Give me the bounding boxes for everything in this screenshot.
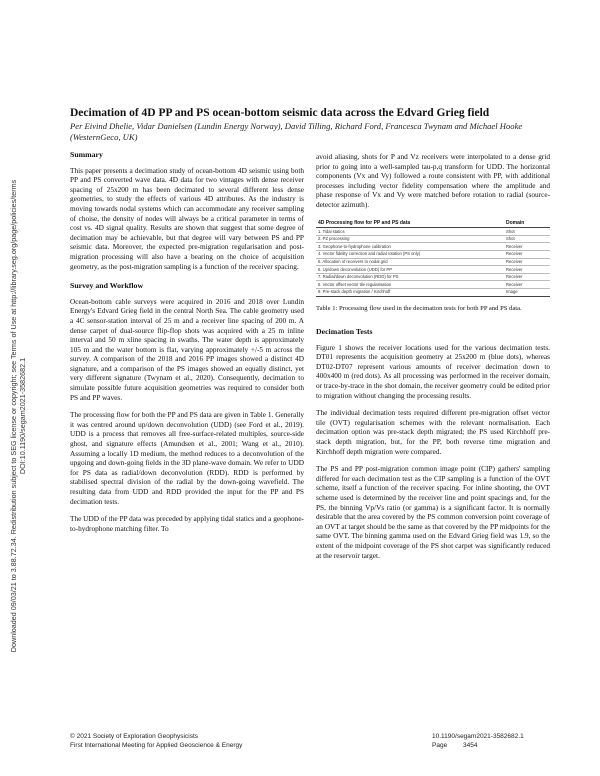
- right-column: [316, 152, 550, 568]
- decimation-heading: Decimation Tests: [316, 327, 373, 337]
- table-cell-domain: Shot: [504, 235, 550, 243]
- table-row: [316, 250, 550, 258]
- survey-paragraph-3: The UDD of the PP data was preceded by applying tidal statics and a geophone-to-hydrophone matching filter. To: [70, 514, 304, 533]
- table-cell-step: 5. Allocation of receivers to nodal grid: [316, 258, 504, 266]
- table-cell-step: 7. Radial/down deconvolution (RDD) for PS: [316, 273, 504, 281]
- table-cell-domain: Image: [504, 288, 550, 296]
- paper-authors: Per Eivind Dhelie, Vidar Danielsen (Lundin Energy Norway), David Tilling, Richard Ford, Francesca Twynam and Michael Hooke (WesternGeco, UK): [70, 121, 523, 142]
- table-cell-step: 1. Tidal statics: [316, 228, 504, 236]
- table-row: [316, 228, 550, 236]
- left-column: [70, 150, 304, 541]
- intro-paragraph: avoid aliasing, shots for P and Vz receivers were interpolated to a dense grid prior to going into a well-sampled tau-p,q transform for UDD. The horizontal components (Vx and Vy) followed a route consistent with PP, with additional processes including vector fidelity compensation where the amplitude and phase response of Vx and Vy were matched before rotation to radial (source-detector azimuth).: [316, 152, 550, 209]
- footer-right: [432, 733, 552, 750]
- table-cell-step: 4. Vector fidelity correction and radial rotation (PS only): [316, 250, 504, 258]
- footer-page: [432, 742, 552, 751]
- footer-left: [70, 733, 330, 750]
- table-caption: Table 1: Processing flow used in the decimation tests for both PP and PS data.: [316, 304, 522, 312]
- table-cell-domain: Receiver: [504, 243, 550, 251]
- table-cell-domain: Receiver: [504, 273, 550, 281]
- table-row: [316, 258, 550, 266]
- footer-page-number: 3454: [463, 741, 478, 749]
- table-row: [316, 235, 550, 243]
- table-cell-domain: Receiver: [504, 250, 550, 258]
- decimation-paragraph-1: Figure 1 shows the receiver locations used for the various decimation tests. DT01 represents the acquisition geometry at 25x200 m (blue dots), whereas DT02-DT07 represent various amounts of receiver decimation down to 400x400 m (red dots). As all processing was performed in the receiver domain, or trace-by-trace in the shot domain, the receiver geometry could be edited prior to migration without changing the processing results.: [316, 342, 551, 400]
- decimation-paragraph-3: The PS and PP post-migration common image point (CIP) gathers' sampling differed for each decimation test as the CIP sampling is a function of the OVT scheme, itself a function of the receiver spacing. For inline shooting, the OVT scheme used is determined by the receiver line and point spacings and, for the PS, the binning Vp/Vs ratio (or gamma) is a significant factor. It is normally desirable that the area covered by the PS common conversion point coverage of an OVT at target should be the same as that covered by the PP midpoints for the same OVT. The binning gamma used on the Edvard Grieg field was 1.9, so the extent of the midpoint coverage of the PS shot carpet was significantly reduced at the reservoir target.: [316, 464, 550, 560]
- table-row: [316, 288, 550, 296]
- processing-flow-table: [316, 220, 550, 297]
- table-header-flow: 4D Processing flow for PP and PS data: [316, 220, 504, 228]
- download-notice-doi: DOI:10.1190/segam2021-3582682.1: [18, 357, 27, 475]
- table-cell-domain: Shot: [504, 228, 550, 236]
- decimation-paragraph-2: The individual decimation tests required different pre-migration offset vector tile (OVT) regularisation schemes with the relevant normalisation. Each decimation option was pre-stack depth migrated; the PS used Kirchhoff pre-stack depth migration, but, for the PP, both reverse time migration and Kirchhoff depth migration were compared.: [316, 408, 550, 456]
- table-row: [316, 273, 550, 281]
- download-sidebar: [4, 96, 32, 736]
- footer-copyright: © 2021 Society of Exploration Geophysicists: [70, 733, 198, 740]
- table-cell-domain: Receiver: [504, 266, 550, 274]
- summary-heading: Summary: [70, 150, 103, 159]
- table-cell-step: 3. Geophone-to-hydrophone calibration: [316, 243, 504, 251]
- table-cell-step: 9. Pre-stack depth migration / Kirchhoff: [316, 288, 504, 296]
- table-cell-domain: Receiver: [504, 281, 550, 289]
- download-notice: [9, 96, 27, 736]
- download-notice-line1: Downloaded 09/03/21 to 3.88.72.34. Redistribution subject to SEG license or copyright; see Terms of Use at http://library.seg.org/page/policies/terms: [9, 179, 18, 653]
- table-cell-step: 8. Vector offset vector tile regularisation: [316, 281, 504, 289]
- table-cell-step: 6. Up/down deconvolution (UDD) for PP: [316, 266, 504, 274]
- footer-doi: 10.1190/segam2021-3582682.1: [432, 733, 524, 740]
- paper-title: Decimation of 4D PP and PS ocean-bottom seismic data across the Edvard Grieg field: [70, 107, 490, 119]
- table-header-domain: Domain: [504, 220, 550, 228]
- table-header-row: [316, 220, 550, 228]
- summary-paragraph: This paper presents a decimation study of ocean-bottom 4D seismic using both PP and PS converted wave data. 4D data for two vintages with dense receiver spacing of 25x200 m has been decimated to several different less dense geometries, to study the effects of various 4D attributes. As the industry is moving towards nodal systems which can accommodate any receiver sampling of choise, the density of nodes will always be a critical parameter in terms of cost vs. 4D signal quality. Results are shown that suggest that some degree of decimation may be achievable, but that degree will vary between PS and PP seismic data. Moreover, the expected pre-migration regularisation and post-migration processing will also have a bearing on the choice of acquisition geometry, as the post-migration sampling is a function of the receiver spacing.: [70, 165, 304, 271]
- table-row: [316, 281, 550, 289]
- survey-paragraph-1: Ocean-bottom cable surveys were acquired in 2016 and 2018 over Lundin Energy's Edvard Grieg field in the central North Sea. The cable geometry used a 4C sensor-station interval of 25 m and a receiver line spacing of 200 m. A dense carpet of dual-source flip-flop shots was acquired with a 25 m inline interval and 50 m xline spacing in swaths. The water depth is approximately 105 m and the water bottom is flat, varying approximately +/-5 m across the survey. A comparison of the 2018 and 2016 PP images showed a distinct 4D signature, and a comparison of the PS images showed an equally distinct, yet very different signature (Twynam et al., 2020). Consequently, decimation to simulate possible future acquisition geometries was required to consider both PS and PP waves.: [70, 296, 304, 402]
- footer-venue: First International Meeting for Applied Geoscience & Energy: [70, 741, 243, 749]
- footer-page-label: Page: [432, 741, 448, 749]
- table-row: [316, 266, 550, 274]
- survey-paragraph-2: The processing flow for both the PP and PS data are given in Table 1. Generally it was centred around up/down deconvolution (UDD) (see Ford et al., 2019). UDD is a process that removes all free-surface-related multiples, source-side ghost, and signature effects (Amundsen et al., 2001; Wang et al., 2010). Assuming a locally 1D medium, the method reduces to a deconvolution of the upgoing and down-going fields in the 3D plane-wave domain. We refer to UDD for PS data as radial/down deconvolution (RDD). RDD is performed by stabilised spectral division of the radial by the down-going wavefield. The resulting data from UDD and RDD provided the input for the PP and PS decimation tests.: [70, 410, 304, 506]
- survey-heading: Survey and Workflow: [70, 281, 144, 291]
- table-row: [316, 243, 550, 251]
- table-cell-domain: Receiver: [504, 258, 550, 266]
- table-cell-step: 2. PZ processing: [316, 235, 504, 243]
